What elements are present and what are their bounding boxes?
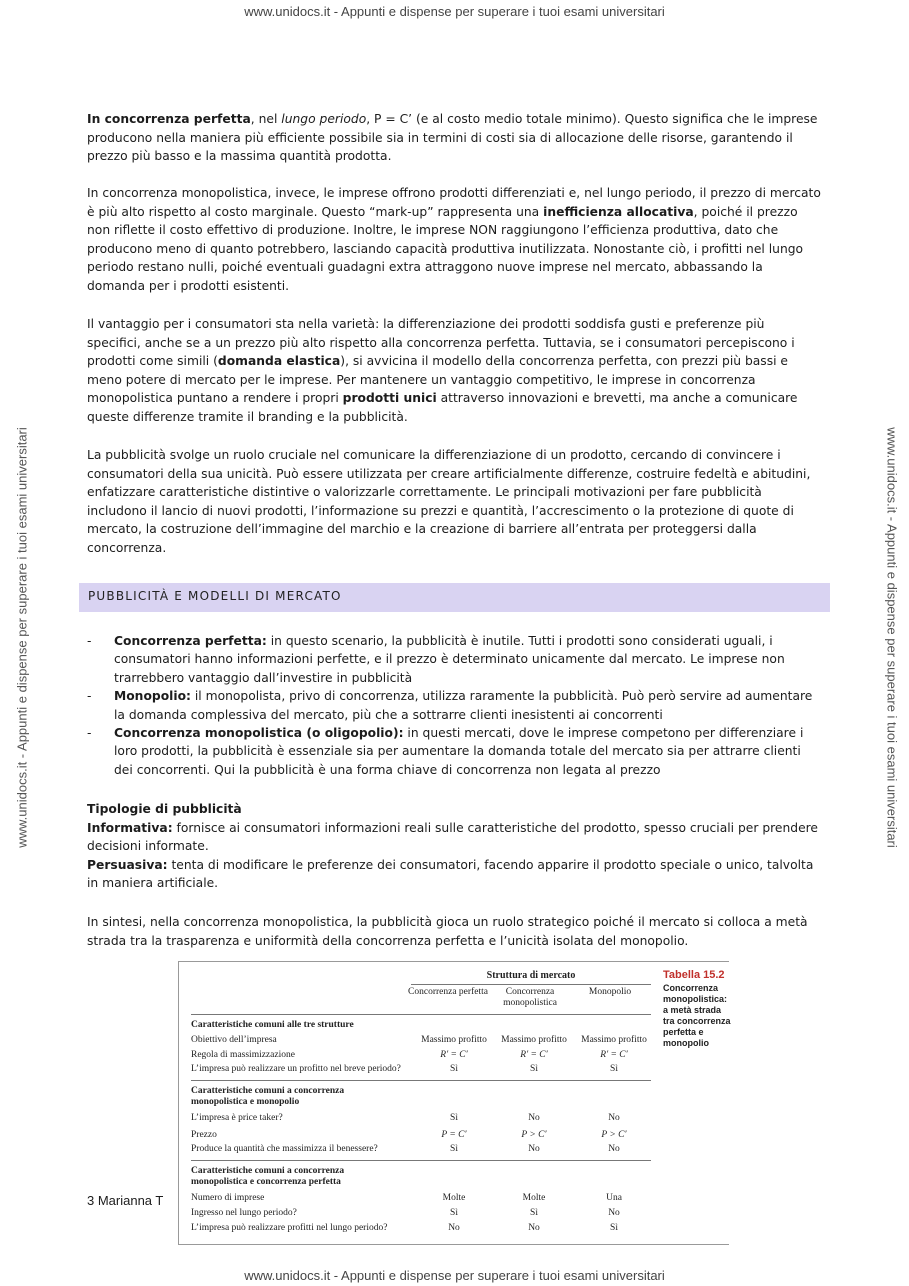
dash: -: [87, 726, 92, 741]
table-caption: [663, 970, 733, 1049]
text-run: In concorrenza monopolistica, invece, le imprese offrono prodotti differenziati e, nel lungo periodo, il prezzo di mercato è più alto rispetto al costo marginale. Questo “mark-up” rappresenta una: [87, 186, 821, 219]
row-label: Ingresso nel lungo periodo?: [191, 1208, 297, 1218]
column-header: Concorrenza perfetta: [408, 987, 488, 997]
bold-term: Concorrenza perfetta:: [114, 634, 267, 648]
text-run: Il vantaggio per i consumatori sta nella varietà: la differenziazione dei prodotti soddisfa gusti e preferenze più specifici, anche se a un prezzo più alto rispetto alla concorrenza perfetta. Tuttavia, se i consumatori percepiscono i prodotti come simili (: [87, 317, 795, 369]
section-header-label: PUBBLICITÀ E MODELLI DI MERCATO: [88, 589, 342, 603]
divider: [191, 1014, 651, 1015]
cell: R′ = C′: [600, 1050, 628, 1060]
text-run: in questi mercati, dove le imprese competono per differenziare i loro prodotti, la pubblicità è essenziale sia per aumentare la domanda totale del mercato sia per attrarre clienti dei concorrenti. Qui la pubblicità è una forma chiave di concorrenza non legata al prezzo: [114, 726, 804, 777]
table-section-title: Caratteristiche comuni alle tre strutture: [191, 1020, 354, 1030]
table-row: [191, 1208, 651, 1222]
row-label: Numero di imprese: [191, 1193, 265, 1203]
paragraph-monopolistic-inefficiency: [87, 184, 822, 296]
dash: -: [87, 689, 92, 704]
paragraph-summary: [87, 913, 822, 950]
table-row: [191, 1144, 651, 1158]
cell: Molte: [522, 1193, 546, 1203]
text-run: , poiché il prezzo non riflette il costo effettivo di produzione. Inoltre, le imprese NON raggiungono l’efficienza produttiva, dato che producono meno di quanto potrebbero, lasciando capacità produttiva inutilizzata. Nonostante ciò, i profitti nel lungo periodo restano nulli, poiché eventuali guadagni extra attraggono nuove imprese nel mercato, abbassando la domanda per i prodotti esistenti.: [87, 204, 804, 293]
watermark-left: www.unidocs.it - Appunti e dispense per superare i tuoi esami universitari: [14, 427, 30, 848]
paragraph-long-run-perfect: [87, 110, 822, 166]
cell: P > C′: [521, 1130, 547, 1140]
italic-term: lungo periodo: [281, 112, 367, 126]
bold-term: domanda elastica: [217, 354, 341, 369]
watermark-bottom: www.unidocs.it - Appunti e dispense per superare i tuoi esami universitari: [244, 1268, 665, 1283]
watermark-right: www.unidocs.it - Appunti e dispense per superare i tuoi esami universitari: [884, 427, 900, 848]
cell: Sì: [450, 1144, 458, 1154]
paragraph-consumer-advantage: [87, 315, 822, 427]
table-15-2: [178, 961, 729, 1245]
list-item: [87, 687, 822, 724]
list-item: [87, 632, 822, 687]
watermark-top: www.unidocs.it - Appunti e dispense per superare i tuoi esami universitari: [244, 4, 665, 19]
table-struct-header: Struttura di mercato: [486, 970, 576, 981]
cell: P = C′: [441, 1130, 467, 1140]
row-label: Produce la quantità che massimizza il benessere?: [191, 1144, 378, 1154]
bold-term: Monopolio:: [114, 689, 191, 704]
row-label: L’impresa può realizzare profitti nel lungo periodo?: [191, 1223, 388, 1233]
divider: [191, 1160, 651, 1161]
cell: No: [608, 1208, 620, 1218]
paragraph-advertising-role: [87, 446, 822, 558]
cell: Molte: [442, 1193, 466, 1203]
table-row: [191, 1223, 651, 1237]
paragraph-advertising-types: [87, 800, 822, 893]
row-label: Regola di massimizzazione: [191, 1050, 295, 1060]
cell: No: [528, 1144, 540, 1154]
subheading: Tipologie di pubblicità: [87, 802, 242, 816]
bold-term: Persuasiva:: [87, 857, 168, 872]
table-section-title: Caratteristiche comuni a concorrenza monopolistica e monopolio: [191, 1086, 345, 1107]
bold-term: In concorrenza perfetta: [87, 112, 251, 126]
row-label: L’impresa può realizzare un profitto nel breve periodo?: [191, 1064, 401, 1074]
cell: Sì: [450, 1113, 458, 1123]
row-label: L’impresa è price taker?: [191, 1113, 283, 1123]
text-run: , P = C’ (e al costo medio totale minimo). Questo significa che le imprese producono nella maniera più efficiente possibile sia in termini di costi sia di allocazione delle risorse, garantendo il prezzo più basso e la massima quantità prodotta.: [87, 112, 818, 164]
text-run: ), si avvicina il modello della concorrenza perfetta, con prezzi più bassi e meno potere di mercato per le imprese. Per mantenere un vantaggio competitivo, le imprese in concorrenza monopolistica puntano a rendere i propri: [87, 354, 788, 406]
cell: Sì: [450, 1064, 458, 1074]
cell: P > C′: [601, 1130, 627, 1140]
page-footer: 3 Marianna T: [87, 1193, 164, 1208]
divider: [191, 1080, 651, 1081]
bold-term: prodotti unici: [342, 391, 437, 406]
text-run: fornisce ai consumatori informazioni reali sulle caratteristiche del prodotto, spesso cruciali per prendere decisioni informate.: [87, 820, 818, 854]
table-row: [191, 1064, 651, 1078]
cell: No: [608, 1144, 620, 1154]
divider: [411, 984, 651, 985]
cell: R′ = C′: [440, 1050, 468, 1060]
text-run: In sintesi, nella concorrenza monopolistica, la pubblicità gioca un ruolo strategico poiché il mercato si colloca a metà strada tra la trasparenza e uniformità della concorrenza perfetta e l’unicità isolata del monopolio.: [87, 915, 808, 948]
bold-term: inefficienza allocativa: [543, 204, 694, 219]
column-header: Concorrenza monopolistica: [503, 987, 557, 1008]
section-header: [79, 583, 830, 612]
table-row: [191, 1193, 651, 1207]
cell: Sì: [610, 1064, 618, 1074]
cell: Massimo profitto: [421, 1035, 487, 1045]
market-models-list: [87, 632, 822, 779]
cell: Sì: [530, 1208, 538, 1218]
dash: -: [87, 634, 92, 648]
bold-term: Concorrenza monopolistica (o oligopolio):: [114, 726, 404, 741]
cell: No: [608, 1113, 620, 1123]
cell: No: [528, 1223, 540, 1233]
table-row: [191, 1130, 651, 1144]
column-header: Monopolio: [588, 987, 632, 997]
cell: Sì: [530, 1064, 538, 1074]
table-row: [191, 1035, 651, 1049]
text-run: , nel: [250, 112, 282, 126]
cell: No: [528, 1113, 540, 1123]
row-label: Obiettivo dell’impresa: [191, 1035, 277, 1045]
bold-term: Informativa:: [87, 820, 173, 835]
text-run: in questo scenario, la pubblicità è inutile. Tutti i prodotti sono considerati uguali, i consumatori hanno informazioni perfette, e il prezzo è determinato unicamente dal mercato. Le imprese non trarrebbero vantaggio dall’investire in pubblicità: [114, 634, 785, 685]
row-label: Prezzo: [191, 1130, 217, 1140]
cell: Sì: [610, 1223, 618, 1233]
cell: Una: [606, 1193, 622, 1203]
text-run: il monopolista, privo di concorrenza, utilizza raramente la pubblicità. Può però servire ad aumentare la domanda complessiva del mercato, più che a sottrarre clienti inesistenti ai concorrenti: [114, 689, 813, 722]
table-row: [191, 1113, 651, 1127]
text-run: tenta di modificare le preferenze dei consumatori, facendo apparire il prodotto speciale o unico, talvolta in maniera artificiale.: [87, 857, 814, 891]
cell: R′ = C′: [520, 1050, 548, 1060]
table-section-title: Caratteristiche comuni a concorrenza monopolistica e concorrenza perfetta: [191, 1166, 345, 1187]
table-row: [191, 1050, 651, 1064]
table-caption-text: Concorrenza monopolistica: a metà strada tra concorrenza perfetta e monopolio: [663, 983, 731, 1048]
cell: Massimo profitto: [501, 1035, 567, 1045]
cell: Massimo profitto: [581, 1035, 647, 1045]
text-run: attraverso innovazioni e brevetti, ma anche a comunicare queste differenze tramite il branding e la pubblicità.: [87, 391, 798, 424]
cell: Sì: [450, 1208, 458, 1218]
text-run: La pubblicità svolge un ruolo cruciale nel comunicare la differenziazione di un prodotto, cercando di convincere i consumatori della sua unicità. Può essere utilizzata per creare artificialmente differenze, costruire fedeltà e abitudini, enfatizzare caratteristiche distintive o valorizzarle correttamente. Le principali motivazioni per fare pubblicità includono il lancio di nuovi prodotti, l’informazione su prezzi e quantità, l’accrescimento o la protezione di quote di mercato, la costruzione dell’immagine del marchio e la creazione di barriere all’entrata per proteggersi dalla concorrenza.: [87, 448, 811, 555]
cell: No: [448, 1223, 460, 1233]
list-item: [87, 724, 822, 779]
table-number: Tabella 15.2: [663, 969, 725, 981]
